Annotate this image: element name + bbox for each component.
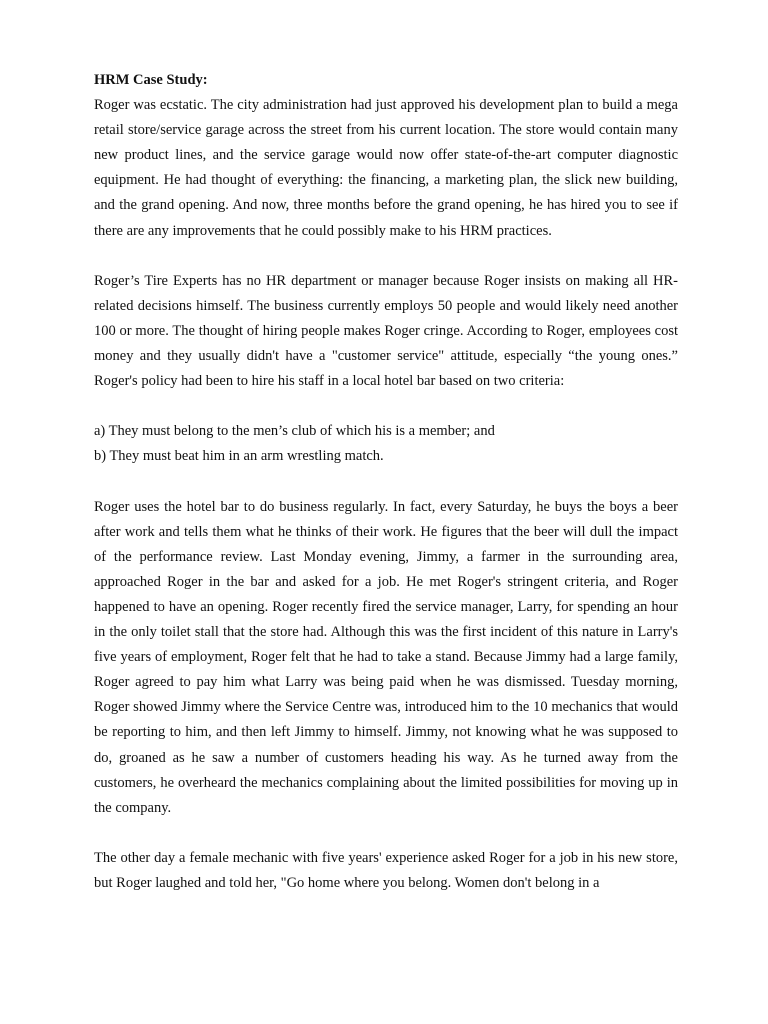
- paragraph-female-mechanic: The other day a female mechanic with five years' experience asked Roger for a job in his new store, but Roger laughed and told her, "Go home where you belong. Women don't belong in a: [94, 849, 678, 891]
- paragraph-hotel-bar: Roger uses the hotel bar to do business regularly. In fact, every Saturday, he buys the boys a beer after work and tells them what he thinks of their work. He figures that the beer will dull the impact of the performance review. Last Monday evening, Jimmy, a farmer in the surrounding area, approached Roger in the bar and asked for a job. He met Roger's stringent criteria, and Roger happened to have an opening. Roger recently fired the service manager, Larry, for spending an hour in the only toilet stall that the store had. Although this was the first incident of this nature in Larry's five years of employment, Roger felt that he had to take a stand. Because Jimmy had a large family, Roger agreed to pay him what Larry was being paid when he was dismissed. Tuesday morning, Roger showed Jimmy where the Service Centre was, introduced him to the 10 mechanics that would be reporting to him, and then left Jimmy to himself. Jimmy, not knowing what he was supposed to do, groaned as he saw a number of customers heading his way. As he turned away from the customers, he overheard the mechanics complaining about the limited possibilities for moving up in the company.: [94, 498, 678, 816]
- paragraph-spacer: [94, 394, 678, 419]
- document-title: HRM Case Study:: [94, 72, 208, 88]
- paragraph-spacer: [94, 244, 678, 269]
- paragraph-spacer: [94, 821, 678, 846]
- paragraph-intro: Roger was ecstatic. The city administration had just approved his development plan to build a mega retail store/service garage across the street from his current location. The store would contain many new product lines, and the service garage would now offer state-of-the-art computer diagnostic equipment. He had thought of everything: the financing, a marketing plan, the slick new building, and the grand opening. And now, three months before the grand opening, he has hired you to see if there are any improvements that he could possibly make to his HRM practices.: [94, 97, 678, 239]
- paragraph-spacer: [94, 470, 678, 495]
- criteria-item-b: b) They must beat him in an arm wrestling match.: [94, 448, 384, 465]
- paragraph-tire-experts: Roger’s Tire Experts has no HR department or manager because Roger insists on making all HR-related decisions himself. The business currently employs 50 people and would likely need another 100 or more. The thought of hiring people makes Roger cringe. According to Roger, employees cost money and they usually didn't have a "customer service" attitude, especially “the young ones.” Roger's policy had been to hire his staff in a local hotel bar based on two criteria:: [94, 272, 678, 390]
- document-page: [94, 68, 678, 896]
- criteria-item-a: a) They must belong to the men’s club of which his is a member; and: [94, 423, 495, 440]
